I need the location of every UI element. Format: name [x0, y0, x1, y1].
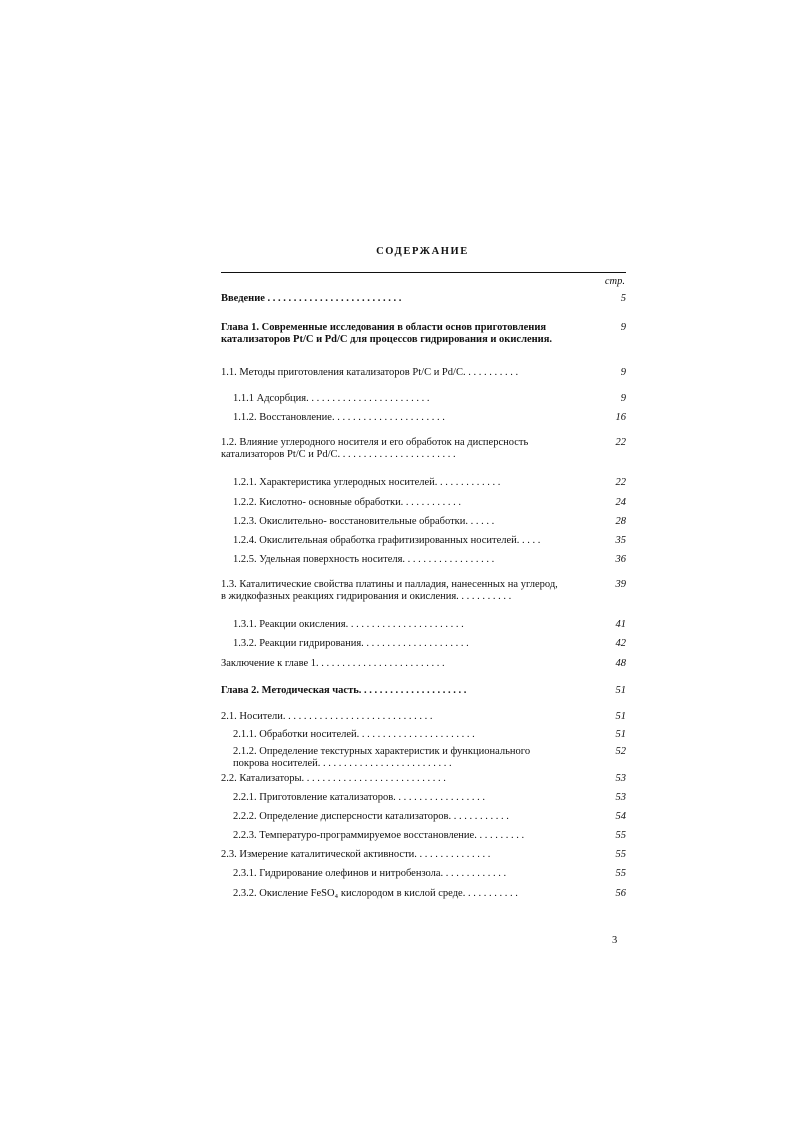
toc-entry-page: 55 [615, 849, 626, 860]
toc-entry-title [233, 412, 593, 424]
toc-entry-page: 22 [615, 477, 626, 488]
toc-entry-page: 55 [615, 830, 626, 841]
toc-entry[interactable] [221, 792, 626, 804]
toc-entry-title [233, 535, 593, 547]
toc-entry-page: 42 [615, 638, 626, 649]
toc-entry-page: 36 [615, 554, 626, 565]
toc-entry-page: 24 [615, 497, 626, 508]
toc-entry-line: 1.3.1. Реакции окисления. . . . . . . . . . . . . . . . . . . . . . . [233, 619, 464, 630]
toc-entry-line: 1.3. Каталитические свойства платины и палладия, нанесенных на углерод, [221, 579, 558, 590]
toc-entry-title [233, 638, 593, 650]
page-title: СОДЕРЖАНИЕ [376, 246, 469, 257]
toc-entry-line: 2.3.2. Окисление FeSO₄ кислородом в кислой среде. . . . . . . . . . . [233, 888, 518, 899]
toc-entry-line: 2.3.1. Гидрирование олефинов и нитробензола. . . . . . . . . . . . . [233, 868, 507, 879]
toc-entry-line: Глава 1. Современные исследования в области основ приготовления [221, 322, 547, 333]
toc-entry-title [221, 322, 593, 346]
toc-entry-title [233, 619, 593, 631]
toc-entry[interactable] [221, 497, 626, 509]
toc-entry[interactable] [221, 412, 626, 424]
toc-entry[interactable] [221, 619, 626, 631]
toc-entry-title [233, 746, 593, 770]
toc-entry-title [221, 579, 593, 603]
toc-entry-line: 1.1.1 Адсорбция. . . . . . . . . . . . . . . . . . . . . . . . [233, 393, 430, 404]
toc-entry-page: 51 [615, 711, 626, 722]
toc-entry-line: 2.2.2. Определение дисперсности катализаторов. . . . . . . . . . . . [233, 811, 509, 822]
toc-entry-title [233, 729, 593, 741]
toc-entry[interactable] [221, 868, 626, 880]
toc-entry-title [221, 685, 593, 697]
toc-entry[interactable] [221, 579, 626, 603]
toc-entry-title [233, 792, 593, 804]
toc-entry[interactable] [221, 554, 626, 566]
toc-entry-page: 51 [615, 685, 626, 696]
page-column-header: стр. [604, 276, 625, 287]
toc-entry-page: 54 [615, 811, 626, 822]
toc-entry[interactable] [221, 367, 626, 379]
toc-entry-line: 1.2.3. Окислительно- восстановительные обработки. . . . . . [233, 516, 495, 527]
toc-entry-title [233, 868, 593, 880]
toc-entry-line: катализаторов Pt/C и Pd/C для процессов гидрирования и окисления. [221, 334, 553, 345]
toc-entry[interactable] [221, 729, 626, 741]
toc-entry-title [233, 554, 593, 566]
toc-entry-line: 1.2.2. Кислотно- основные обработки. . . . . . . . . . . . [233, 497, 462, 508]
toc-entry-line: 2.1.1. Обработки носителей. . . . . . . . . . . . . . . . . . . . . . . [233, 729, 475, 740]
toc-entry-line: 1.2. Влияние углеродного носителя и его обработок на дисперсность [221, 437, 529, 448]
toc-entry-title [221, 437, 593, 461]
toc-entry-page: 39 [615, 579, 626, 590]
toc-entry-page: 51 [615, 729, 626, 740]
toc-entry-page: 41 [615, 619, 626, 630]
toc-entry-title [221, 773, 593, 785]
toc-entry-title [221, 293, 593, 305]
toc-entry-title [221, 367, 593, 379]
toc-entry-page: 35 [615, 535, 626, 546]
toc-entry-line: 2.2.3. Температуро-программируемое восстановление. . . . . . . . . . [233, 830, 525, 841]
toc-entry-line: 2.1.2. Определение текстурных характеристик и функционального [233, 746, 531, 757]
toc-entry[interactable] [221, 477, 626, 489]
toc-entry-title [221, 711, 593, 723]
toc-entry-line: 1.2.1. Характеристика углеродных носителей. . . . . . . . . . . . . [233, 477, 501, 488]
toc-entry[interactable] [221, 711, 626, 723]
toc-entry-line: 1.2.5. Удельная поверхность носителя. . . . . . . . . . . . . . . . . . [233, 554, 495, 565]
toc-entry-title [233, 811, 593, 823]
toc-entry[interactable] [221, 685, 626, 697]
toc-entry[interactable] [221, 773, 626, 785]
toc-entry-page: 16 [615, 412, 626, 423]
toc-entry-line: покрова носителей. . . . . . . . . . . . . . . . . . . . . . . . . . [233, 758, 452, 769]
toc-entry-line: 1.2.4. Окислительная обработка графитизированных носителей. . . . . [233, 535, 541, 546]
toc-entry-line: 1.3.2. Реакции гидрирования. . . . . . . . . . . . . . . . . . . . . [233, 638, 469, 649]
toc-entry-title [221, 658, 593, 670]
toc-entry-page: 53 [615, 773, 626, 784]
toc-entry-title [233, 830, 593, 842]
toc-entry-page: 9 [620, 367, 626, 378]
toc-entry-line: 2.2.1. Приготовление катализаторов. . . . . . . . . . . . . . . . . . [233, 792, 486, 803]
toc-entry[interactable] [221, 849, 626, 861]
toc-entry-line: Глава 2. Методическая часть. . . . . . . . . . . . . . . . . . . . . [221, 685, 467, 696]
toc-entry[interactable] [221, 393, 626, 405]
toc-entry-line: 2.3. Измерение каталитической активности. . . . . . . . . . . . . . . [221, 849, 491, 860]
toc-entry[interactable] [221, 888, 626, 900]
toc-entry-page: 56 [615, 888, 626, 899]
toc-entry-title [233, 477, 593, 489]
toc-entry-page: 55 [615, 868, 626, 879]
toc-entry[interactable] [221, 293, 626, 305]
toc-entry-page: 53 [615, 792, 626, 803]
toc-entry-line: в жидкофазных реакциях гидрирования и окисления. . . . . . . . . . . [221, 591, 512, 602]
toc-entry[interactable] [221, 322, 626, 346]
title-rule [221, 272, 626, 273]
toc-entry-page: 48 [615, 658, 626, 669]
toc-entry-line: Заключение к главе 1. . . . . . . . . . . . . . . . . . . . . . . . . [221, 658, 445, 669]
toc-entry-line: катализаторов Pt/C и Pd/C. . . . . . . . . . . . . . . . . . . . . . . [221, 449, 456, 460]
toc-entry-page: 52 [615, 746, 626, 757]
toc-entry[interactable] [221, 535, 626, 547]
toc-entry[interactable] [221, 658, 626, 670]
toc-entry-line: Введение . . . . . . . . . . . . . . . . . . . . . . . . . . [221, 293, 402, 304]
toc-entry-page: 9 [620, 393, 626, 404]
toc-entry-title [233, 497, 593, 509]
toc-entry-title [233, 888, 593, 900]
toc-entry[interactable] [221, 746, 626, 770]
toc-entry-title [233, 516, 593, 528]
toc-entry-page: 28 [615, 516, 626, 527]
toc-entry[interactable] [221, 516, 626, 528]
toc-entry-page: 5 [620, 293, 626, 304]
toc-entry-line: 1.1. Методы приготовления катализаторов Pt/C и Pd/C. . . . . . . . . . . [221, 367, 519, 378]
toc-entry[interactable] [221, 638, 626, 650]
toc-entry-line: 2.2. Катализаторы. . . . . . . . . . . . . . . . . . . . . . . . . . . . [221, 773, 446, 784]
toc-entry[interactable] [221, 830, 626, 842]
toc-entry-line: 1.1.2. Восстановление. . . . . . . . . . . . . . . . . . . . . . [233, 412, 445, 423]
toc-entry-page: 22 [615, 437, 626, 448]
page-number: 3 [612, 935, 618, 946]
toc-entry-title [221, 849, 593, 861]
toc-entry-title [233, 393, 593, 405]
toc-entry[interactable] [221, 437, 626, 461]
toc-entry-line: 2.1. Носители. . . . . . . . . . . . . . . . . . . . . . . . . . . . . [221, 711, 433, 722]
toc-entry[interactable] [221, 811, 626, 823]
toc-entry-page: 9 [620, 322, 626, 333]
